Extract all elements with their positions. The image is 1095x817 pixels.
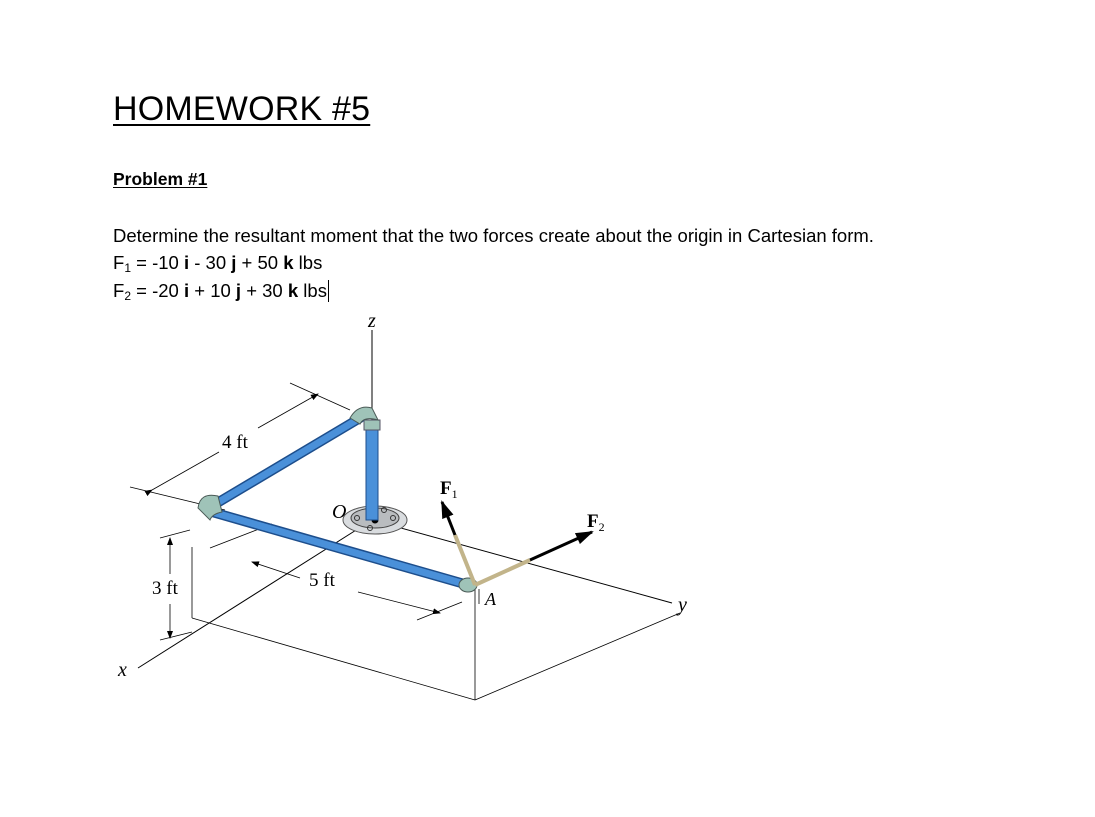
force-2-i-value: = -20 xyxy=(131,280,184,301)
unit-vector-i: i xyxy=(183,252,190,273)
force-2-rod xyxy=(475,560,530,585)
y-axis-label: y xyxy=(678,594,687,616)
dimension-4ft-label: 4 ft xyxy=(222,432,248,453)
force-2-subscript: 2 xyxy=(124,289,131,303)
x-axis-label: x xyxy=(118,659,127,681)
force-1-units: lbs xyxy=(293,252,323,273)
unit-vector-k: k xyxy=(287,280,299,301)
force-2-units: lbs xyxy=(298,280,327,301)
force-2-label: $F_2$ xyxy=(587,511,605,534)
force-1-label: $F_1$ xyxy=(440,478,458,501)
unit-vector-j: j xyxy=(231,252,237,273)
homework-title: HOMEWORK #5 xyxy=(113,90,371,128)
force-2-k-value: + 30 xyxy=(241,280,288,301)
unit-vector-k: k xyxy=(283,252,294,273)
force-2-arrow xyxy=(530,532,592,560)
force-2-j-value: + 10 xyxy=(189,280,236,301)
problem-statement: Determine the resultant moment that the two forces create about the origin in Cartesian form. xyxy=(113,225,874,246)
point-a-label: A xyxy=(485,589,496,609)
z-axis-label: z xyxy=(368,310,376,332)
force-1-subscript: 1 xyxy=(124,261,131,275)
vertical-pipe xyxy=(366,425,378,520)
ground-box xyxy=(192,547,680,700)
force-1-arrow xyxy=(442,502,455,535)
unit-vector-j: j xyxy=(235,280,242,301)
dimension-5ft-label: 5 ft xyxy=(309,570,335,591)
force-1-k-value: + 50 xyxy=(236,252,284,273)
force-1-symbol: F xyxy=(113,252,125,273)
force-1-j-value: - 30 xyxy=(189,252,232,273)
vertical-pipe-coupling xyxy=(364,420,380,430)
problem-title: Problem #1 xyxy=(113,169,208,189)
force-2-symbol: F xyxy=(113,280,125,301)
origin-label: O xyxy=(332,501,347,523)
dimension-3ft-label: 3 ft xyxy=(152,578,178,599)
unit-vector-i: i xyxy=(183,280,190,301)
force-1-i-value: = -10 xyxy=(131,252,184,273)
